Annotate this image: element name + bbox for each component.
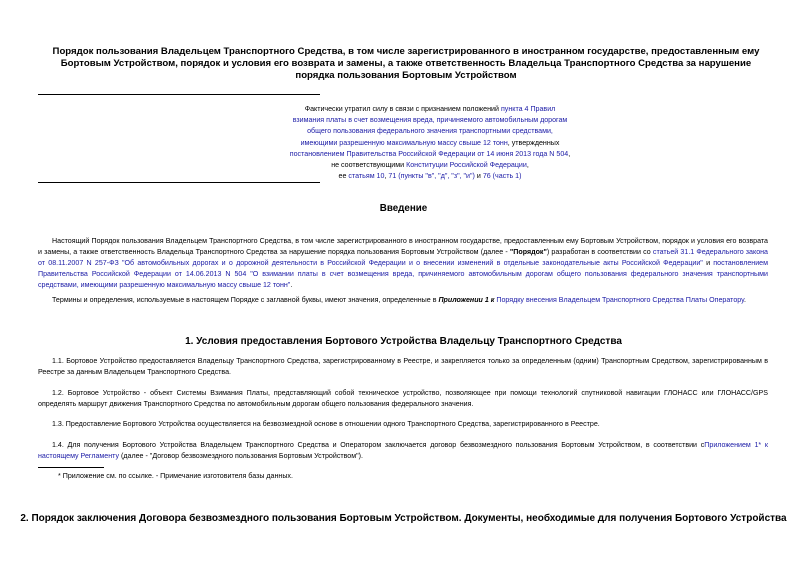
footnote: * Приложение см. по ссылке. - Примечание изготовителя базы данных.: [58, 472, 293, 480]
link-article-10[interactable]: статьям 10: [348, 172, 385, 181]
note-text: ,: [568, 149, 571, 158]
link-rules-point-4[interactable]: пункта 4 Правил: [500, 105, 556, 113]
clause-1-4: [38, 440, 768, 462]
section-1-heading: 1. Условия предоставления Бортового Устройства Владельцу Транспортного Средства: [185, 336, 622, 347]
term-poryadok: "Порядок": [509, 247, 547, 256]
note-text: , утвержденных: [507, 138, 560, 147]
link-article-76[interactable]: 76 (часть 1): [482, 172, 522, 181]
clause-1-3: 1.3. Предоставление Бортового Устройства осуществляется на безвозмездной основе в отношении одного Транспортного Средства, зарегистрированного в Реестре.: [52, 420, 600, 428]
link-federal-law-257[interactable]: статьей 31.1 Федерального закона от 08.11.2007 N 257-ФЗ "Об автомобильных дорогах и о дорожной деятельности в Российской Федерации и о внесении изменений в отдельные законодательные акты Российской Федерации": [38, 247, 768, 267]
note-text: Фактически утратил силу в связи с признанием положений: [304, 105, 501, 113]
clause-1-1: 1.1. Бортовое Устройство предоставляется Владельцу Транспортного Средства, зарегистрированному в Реестре, и закрепляется только за определенным (одним) Транспортным Средством, зарегистрированным в Реестре за данным Владельцем Транспортного Средства.: [38, 357, 768, 376]
link-article-71[interactable]: 71 (пункты "в", "д", "з", "и"): [388, 172, 475, 181]
link-resolution-504-full[interactable]: постановлением Правительства Российской Федерации от 14.06.2013 N 504 "О взимании платы в счет возмещения вреда, причиняемого автомобильным дорогам общего пользования федерального значения транспортными средствами, имеющими разрешенную максимальную массу свыше 12 тонн": [38, 258, 768, 289]
note-text: ,: [384, 172, 389, 181]
status-note: [170, 104, 690, 182]
paragraph-text: ) разработан в соответствии со: [546, 247, 653, 256]
link-payment-procedure[interactable]: Порядку внесения Владельцем Транспортного Средства Платы Оператору: [496, 296, 744, 304]
intro-heading: Введение: [379, 203, 428, 214]
paragraph-text: Настоящий Порядок пользования Владельцем Транспортного Средства, в том числе зарегистрированного в иностранном государстве, предоставленным ему Бортовым Устройством, порядок и условия его возврата и замены, а также ответственность Владельца Транспортного Средства за нарушение порядка пользования Бортовым Устройством (далее -: [38, 237, 768, 256]
paragraph-text: .: [290, 280, 293, 289]
paragraph-text: и: [702, 258, 714, 267]
link-rules-text-2[interactable]: общего пользования федерального значения транспортными средствами,: [307, 127, 553, 136]
link-constitution[interactable]: Конституции Российской Федерации: [406, 161, 527, 170]
note-text: ,: [526, 161, 529, 170]
note-text: не соответствующими: [331, 161, 407, 170]
note-text: ее: [338, 172, 349, 181]
paragraph-text: (далее - "Договор безвозмездного пользования Бортовым Устройством").: [119, 451, 363, 460]
footnote-divider: [38, 467, 104, 468]
document-title: Порядок пользования Владельцем Транспортного Средства, в том числе зарегистрированного в иностранном государстве, предоставленным ему Бортовым Устройством, порядок и условия его возврата и замены, а также ответственность Владельца Транспортного Средства за нарушение порядка пользования Бортовым Устройством: [52, 46, 760, 82]
link-rules-text-1[interactable]: взимания платы в счет возмещения вреда, причиняемого автомобильным дорогам: [292, 116, 568, 125]
link-resolution-504[interactable]: постановлением Правительства Российской Федерации от 14 июня 2013 года N 504: [289, 149, 569, 158]
section-2-heading: 2. Порядок заключения Договора безвозмездного пользования Бортовым Устройством. Документы, необходимые для получения Бортового Устройства: [20, 513, 787, 524]
paragraph-text: Термины и определения, используемые в настоящем Порядке с заглавной буквы, имеют значения, определенные в: [52, 296, 439, 304]
term-appendix-1: Приложении 1 к: [438, 296, 495, 304]
paragraph-text: 1.4. Для получения Бортового Устройства Владельцем Транспортного Средства и Оператором заключается договор безвозмездного пользования Бортовым Устройством, в соответствии с: [52, 441, 705, 449]
link-appendix-1-regulation[interactable]: Приложением 1* к настоящему Регламенту: [38, 441, 768, 460]
intro-paragraph-2: [38, 295, 768, 306]
intro-paragraph-1: [38, 236, 768, 291]
divider-bottom: [38, 182, 320, 183]
divider-top: [38, 94, 320, 95]
paragraph-text: .: [743, 296, 746, 304]
clause-1-2: 1.2. Бортовое Устройство - объект Системы Взимания Платы, представляющий собой техническое устройство, позволяющее при помощи технологий спутниковой навигации ГЛОНАСС или ГЛОНАСС/GPS определять маршрут движения Транспортного Средства по автомобильным дорогам общего пользования федерального значения.: [38, 389, 768, 408]
link-rules-text-3[interactable]: имеющими разрешенную максимальную массу свыше 12 тонн: [300, 138, 508, 147]
note-text: и: [474, 172, 483, 181]
